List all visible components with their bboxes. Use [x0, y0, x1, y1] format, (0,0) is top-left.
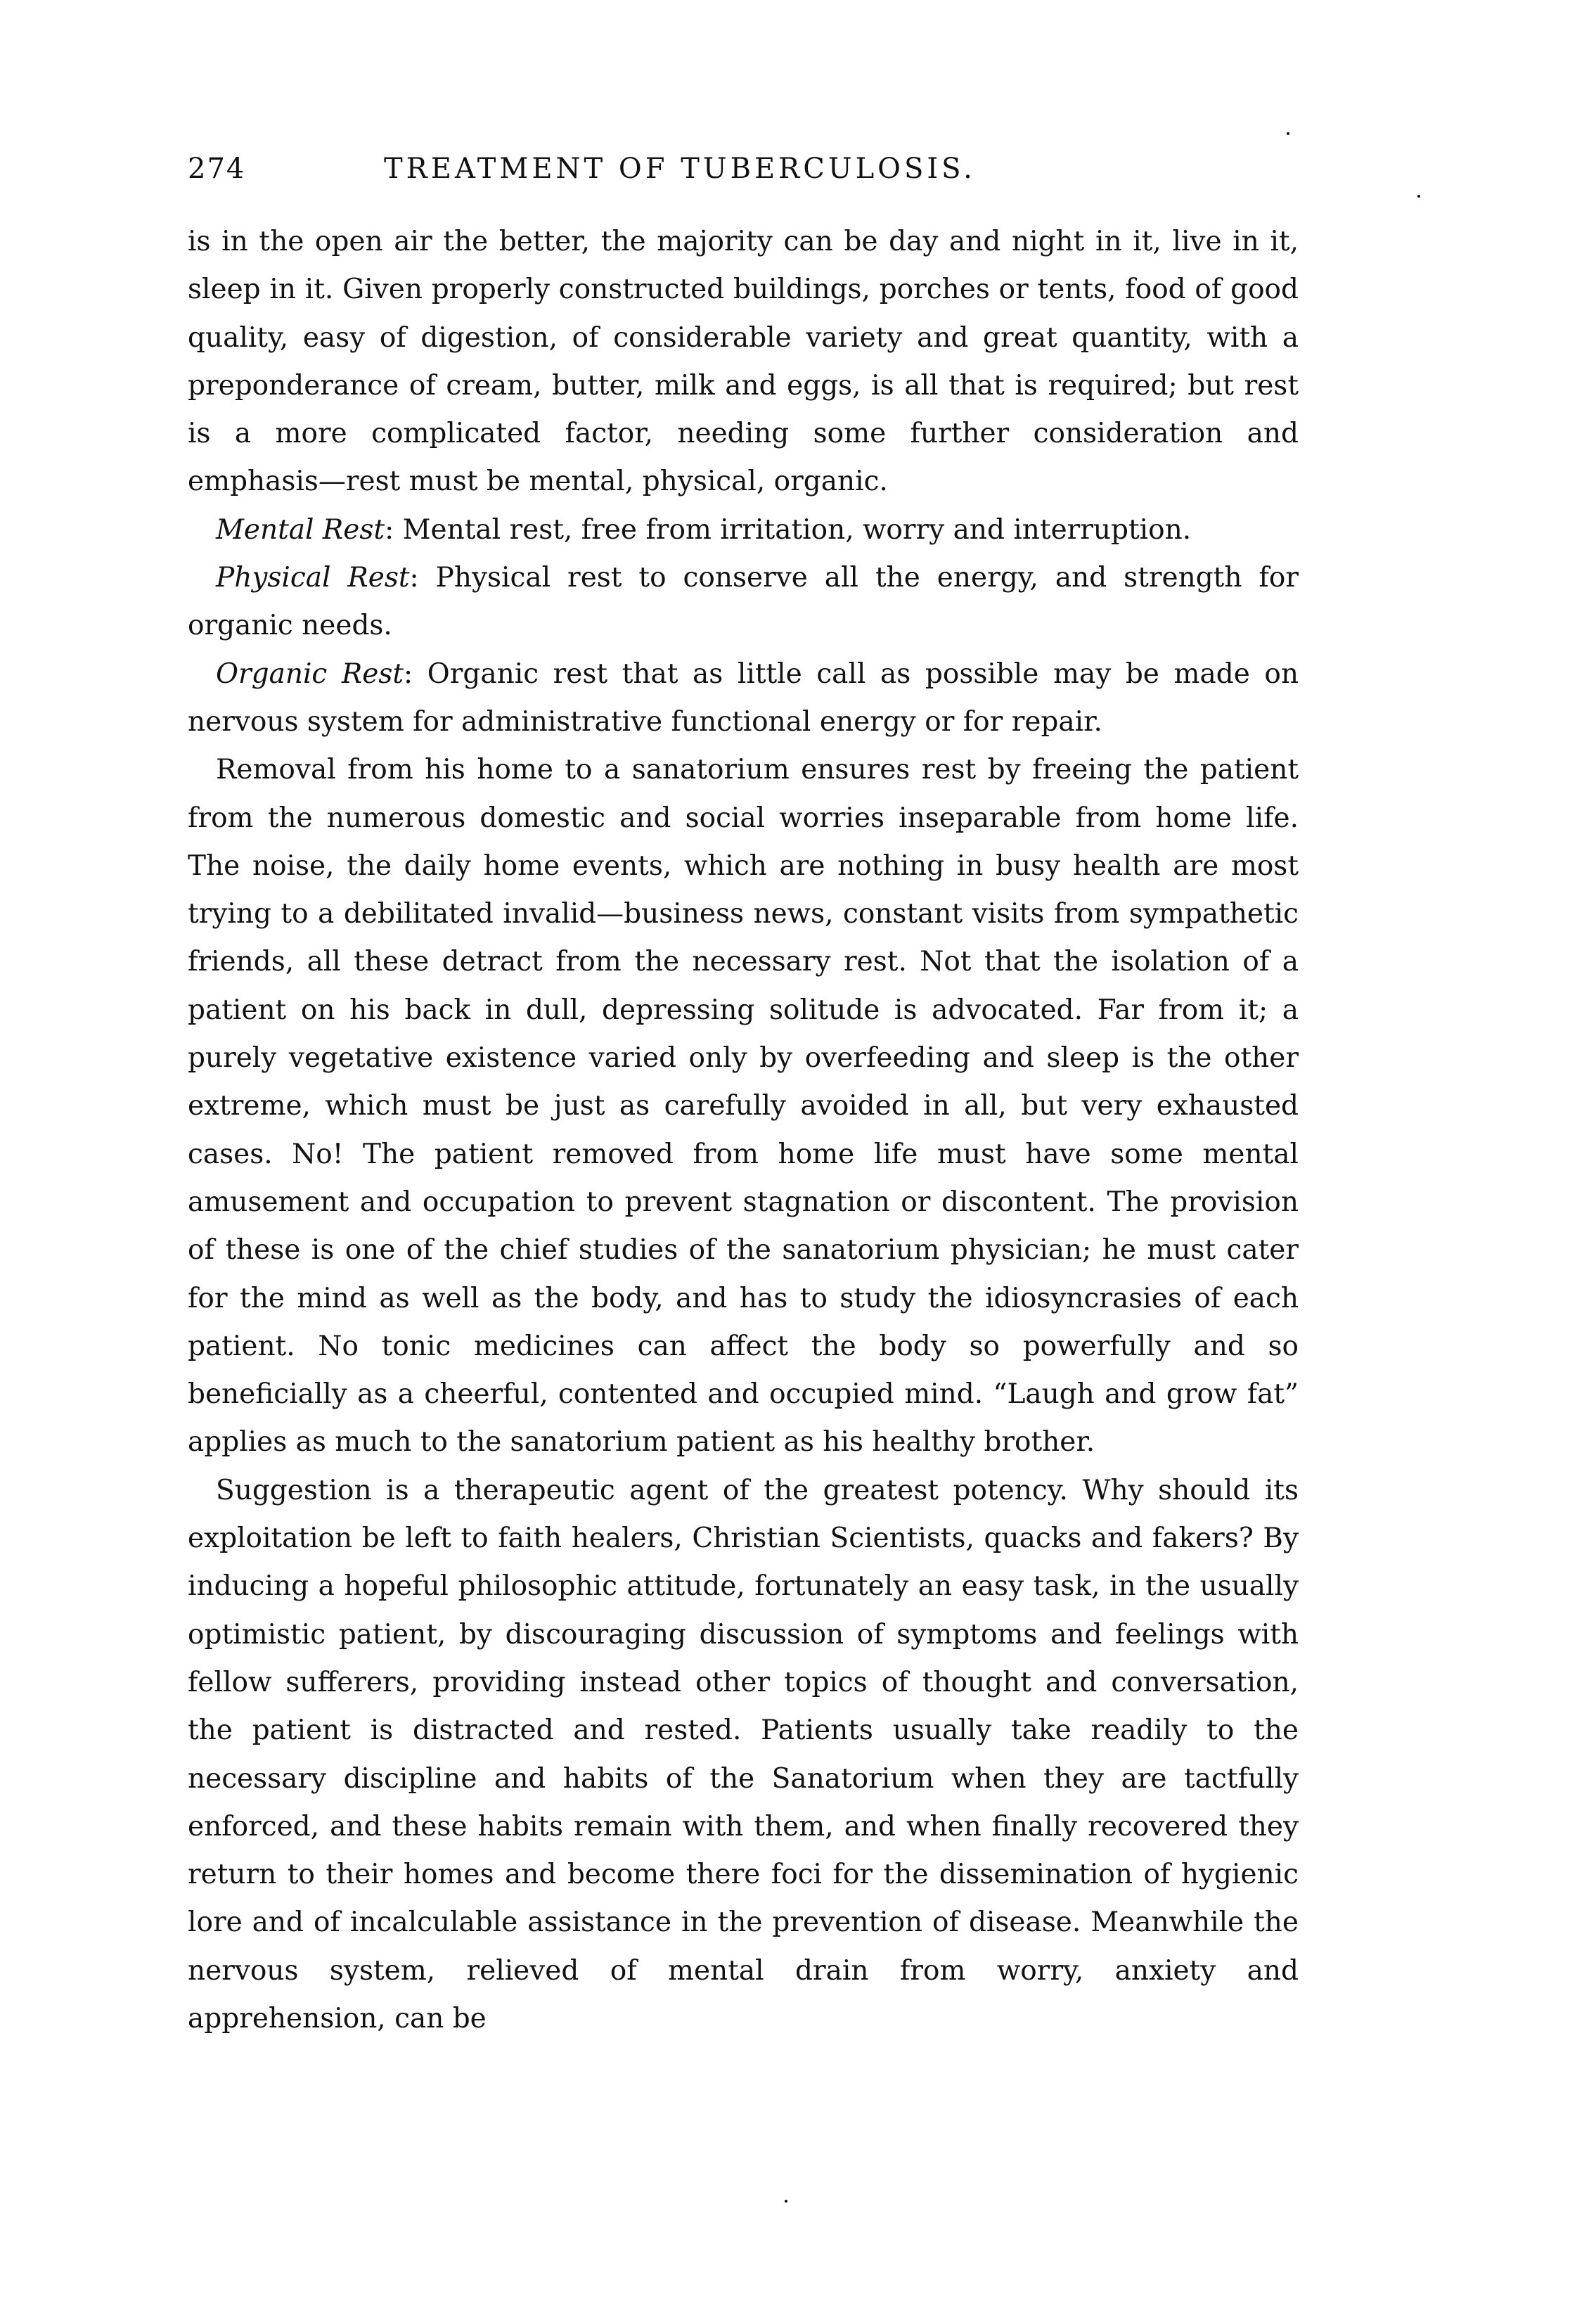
print-speck [1287, 132, 1289, 135]
paragraph-mental-rest [188, 506, 1299, 554]
page-number: 274 [188, 153, 246, 185]
paragraph-open-air: is in the open air the better, the majority can be day and night in it, live in it, sleep in it. Given properly constructed buildings, porches or tents, food of good quality, easy of digestion, of considerable variety and great quantity, with a preponderance of cream, butter, milk and eggs, is all that is required; but rest is a more complicated factor, needing some further consideration and emphasis—rest must be mental, physical, organic. [188, 226, 1299, 498]
body-text [188, 218, 1299, 2043]
paragraph-organic-rest [188, 651, 1299, 747]
paragraph-removal-from-home: Removal from his home to a sanatorium ensures rest by freeing the patient from the numerous domestic and social worries inseparable from home life. The noise, the daily home events, which are nothing in busy health are most trying to a debilitated invalid—business news, constant visits from sympathetic friends, all these detract from the necessary rest. Not that the isolation of a patient on his back in dull, depressing solitude is advocated. Far from it; a purely vegetative existence varied only by overfeeding and sleep is the other extreme, which must be just as carefully avoided in all, but very exhausted cases. No! The patient removed from home life must have some mental amusement and occupation to prevent stagnation or discontent. The provision of these is one of the chief studies of the sanatorium physician; he must cater for the mind as well as the body, and has to study the idiosyncrasies of each patient. No tonic medicines can affect the body so powerfully and so beneficially as a cheerful, contented and occupied mind. “Laugh and grow fat” applies as much to the sanatorium patient as his healthy brother. [188, 754, 1299, 1459]
paragraph-suggestion: Suggestion is a therapeutic agent of the greatest potency. Why should its exploitation be left to faith healers, Christian Scientists, quacks and fakers? By inducing a hopeful philosophic attitude, fortunately an easy task, in the usually optimistic patient, by discouraging discussion of symptoms and feelings with fellow sufferers, providing instead other topics of thought and conversation, the patient is distracted and rested. Patients usually take readily to the necessary discipline and habits of the Sanatorium when they are tactfully enforced, and these habits remain with them, and when finally recovered they return to their homes and become there foci for the dissemination of hygienic lore and of incalculable assistance in the prevention of disease. Meanwhile the nervous system, relieved of mental drain from worry, anxiety and apprehension, can be [188, 1474, 1299, 2034]
paragraph-physical-rest [188, 554, 1299, 651]
running-head: TREATMENT OF TUBERCULOSIS. [384, 153, 976, 185]
definition-physical-rest: : Physical rest to conserve all the energy, and strength for organic needs. [188, 562, 1299, 642]
print-speck [1417, 195, 1420, 198]
term-organic-rest: Organic Rest [216, 658, 404, 690]
print-speck [785, 2200, 787, 2203]
definition-organic-rest: : Organic rest that as little call as possible may be made on nervous system for administrative functional energy or for repair. [188, 658, 1299, 738]
definition-mental-rest: : Mental rest, free from irritation, worry and interruption. [385, 513, 1192, 546]
term-mental-rest: Mental Rest [216, 513, 385, 546]
page-header [188, 143, 1299, 194]
term-physical-rest: Physical Rest [216, 562, 410, 594]
